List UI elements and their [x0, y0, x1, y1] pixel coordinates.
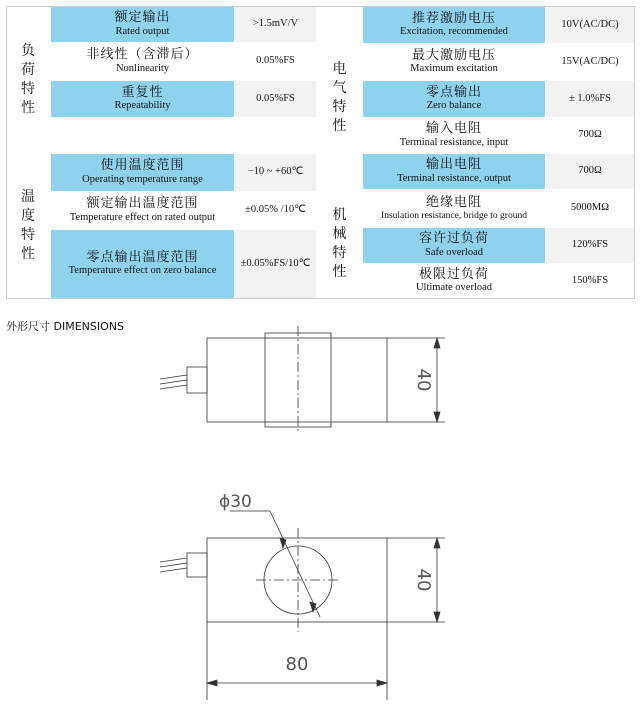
ultimate-overload-value: 150%FS	[546, 264, 634, 298]
nonlinearity-value: 0.05%FS	[235, 43, 316, 80]
temp-rated-output-cn: 额定输出温度范围	[86, 196, 199, 211]
ultimate-overload-cn: 极限过负荷	[418, 266, 489, 282]
max-excitation-en: Maximum excitation	[410, 63, 498, 75]
ultimate-overload-en: Ultimate overload	[415, 282, 493, 294]
output-resistance-value: 700Ω	[546, 154, 634, 189]
repeatability-cn: 重复性	[121, 84, 164, 100]
temp-rated-output-value: ±0.05% /10℃	[235, 192, 316, 229]
safe-overload-cn: 容许过负荷	[418, 231, 489, 246]
temp-zero-balance-en: Temperature effect on zero balance	[68, 265, 217, 277]
input-resistance-cn: 输入电阻	[425, 121, 482, 136]
repeatability-en: Repeatability	[114, 100, 171, 112]
rated-output-value: >1.5mV/V	[235, 7, 316, 42]
group-load-label: 负荷特性	[21, 43, 35, 116]
input-resistance-en: Terminal resistance, input	[399, 136, 509, 148]
height-dimension-top: 40	[413, 568, 434, 592]
rated-output-cn: 额定输出	[114, 10, 171, 25]
safe-overload-value: 120%FS	[546, 228, 634, 263]
safe-overload-en: Safe overload	[424, 246, 484, 258]
dimensions-title: 外形尺寸 DIMENSIONS	[6, 320, 124, 333]
repeatability-value: 0.05%FS	[235, 81, 316, 117]
width-dimension: 80	[285, 654, 309, 675]
output-resistance-cn: 输出电阻	[425, 157, 482, 172]
operating-temp-en: Operating temperature range	[82, 173, 203, 185]
max-excitation-cn: 最大激励电压	[411, 47, 496, 63]
zero-balance-cn: 零点输出	[425, 84, 482, 100]
insulation-resistance-cn: 绝缘电阻	[425, 194, 482, 210]
temp-zero-balance-cn: 零点输出温度范围	[86, 249, 199, 265]
rated-output-en: Rated output	[115, 25, 170, 37]
group-elec-label: 电气特性	[332, 61, 347, 134]
input-resistance-value: 700Ω	[546, 118, 634, 153]
excitation-recommended-value: 10V(AC/DC)	[546, 7, 634, 43]
zero-balance-value: ± 1.0%FS	[546, 81, 634, 117]
output-resistance-en: Terminal resistance, output	[397, 172, 511, 184]
insulation-resistance-value: 5000MΩ	[546, 190, 634, 227]
excitation-recommended-en: Excitation, recommended	[400, 26, 508, 38]
group-mech-label: 机械特性	[332, 207, 347, 280]
diameter-dimension: ϕ30	[219, 492, 252, 512]
operating-temp-value: −10 ~ +60℃	[235, 154, 316, 191]
insulation-resistance-en: Insulation resistance, bridge to ground	[381, 210, 527, 221]
excitation-recommended-cn: 推荐激励电压	[411, 10, 496, 26]
temp-zero-balance-value: ±0.05%FS/10℃	[235, 230, 316, 298]
nonlinearity-en: Nonlinearity	[115, 62, 170, 74]
group-temp-label: 温度特性	[21, 189, 35, 262]
nonlinearity-cn: 非线性（含滞后）	[86, 47, 199, 62]
operating-temp-cn: 使用温度范围	[100, 158, 185, 173]
side-view	[160, 326, 445, 434]
zero-balance-en: Zero balance	[426, 100, 482, 112]
temp-rated-output-en: Temperature effect on rated output	[69, 211, 216, 223]
height-dimension-side: 40	[413, 368, 434, 392]
max-excitation-value: 15V(AC/DC)	[546, 44, 634, 80]
